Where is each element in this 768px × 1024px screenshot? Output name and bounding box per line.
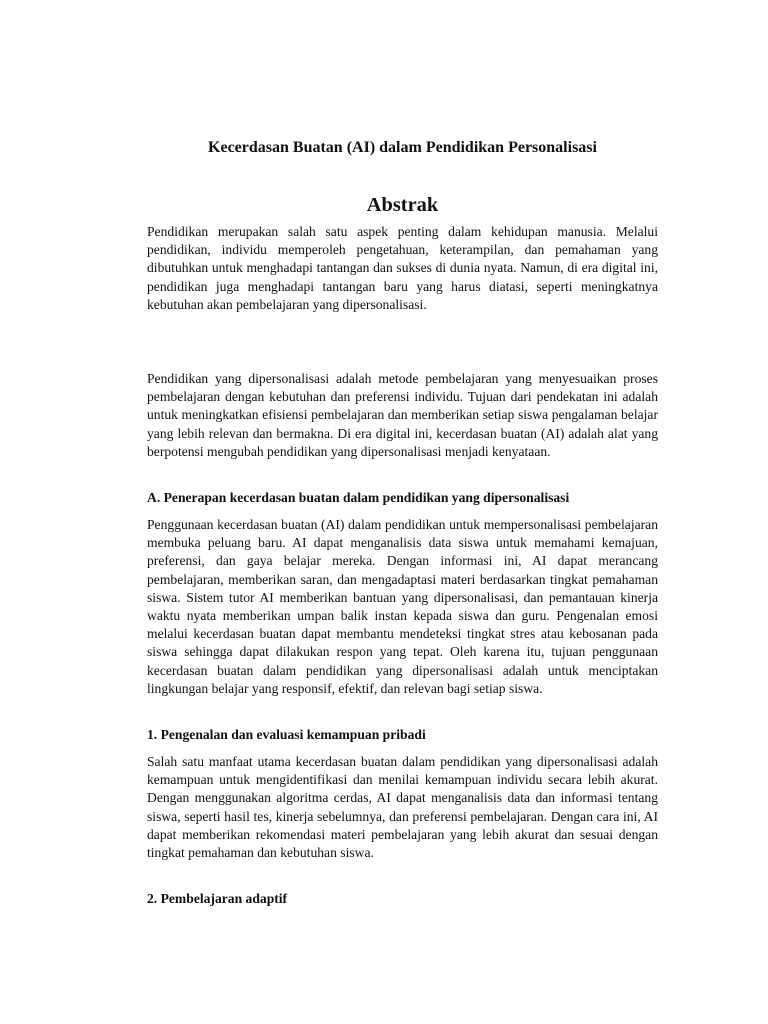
section-2-heading: 2. Pembelajaran adaptif (147, 891, 288, 906)
section-a-paragraph: Penggunaan kecerdasan buatan (AI) dalam pendidikan untuk mempersonalisasi pembelajaran membuka peluang baru. AI dapat menganalisis data siswa untuk memahami kemajuan, preferensi, dan gaya belajar mereka. Dengan informasi ini, AI dapat merancang pembelajaran, memberikan saran, dan mengadaptasi materi berdasarkan tingkat pemahaman siswa. Sistem tutor AI memberikan bantuan yang dipersonalisasi, dan pemantauan kinerja waktu nyata memberikan umpan balik instan kepada siswa dan guru. Pengenalan emosi melalui kecerdasan buatan dapat membantu mendeteksi tingkat stres atau kebosanan pada siswa sehingga dapat dilakukan respon yang tepat. Oleh karena itu, tujuan penggunaan kecerdasan buatan dalam pendidikan yang dipersonalisasi adalah untuk menciptakan lingkungan belajar yang responsif, efektif, dan relevan bagi setiap siswa. (147, 517, 658, 696)
abstract-heading: Abstrak (366, 194, 439, 216)
document-title: Kecerdasan Buatan (AI) dalam Pendidikan Personalisasi (208, 139, 597, 156)
section-1-paragraph: Salah satu manfaat utama kecerdasan buatan dalam pendidikan yang dipersonalisasi adalah kemampuan untuk mengidentifikasi dan menilai kemampuan individu secara lebih akurat. Dengan menggunakan algoritma cerdas, AI dapat menganalisis data dan informasi tentang siswa, seperti hasil tes, kinerja sebelumnya, dan preferensi pembelajaran. Dengan cara ini, AI dapat memberikan rekomendasi materi pembelajaran yang lebih akurat dan sesuai dengan tingkat pemahaman dan kebutuhan siswa. (147, 754, 658, 861)
section-a-heading: A. Penerapan kecerdasan buatan dalam pendidikan yang dipersonalisasi (147, 490, 570, 505)
intro-paragraph: Pendidikan yang dipersonalisasi adalah metode pembelajaran yang menyesuaikan proses pembelajaran dengan kebutuhan dan preferensi individu. Tujuan dari pendekatan ini adalah untuk meningkatkan efisiensi pembelajaran dan memberikan setiap siswa pengalaman belajar yang lebih relevan dan bermakna. Di era digital ini, kecerdasan buatan (AI) adalah alat yang berpotensi mengubah pendidikan yang dipersonalisasi menjadi kenyataan. (147, 371, 658, 459)
abstract-paragraph: Pendidikan merupakan salah satu aspek penting dalam kehidupan manusia. Melalui pendidikan, individu memperoleh pengetahuan, keterampilan, dan pemahaman yang dibutuhkan untuk menghadapi tantangan dan sukses di dunia nyata. Namun, di era digital ini, pendidikan juga menghadapi tantangan baru yang harus diatasi, seperti meningkatnya kebutuhan akan pembelajaran yang dipersonalisasi. (147, 224, 658, 312)
section-1-heading: 1. Pengenalan dan evaluasi kemampuan pribadi (147, 727, 426, 742)
